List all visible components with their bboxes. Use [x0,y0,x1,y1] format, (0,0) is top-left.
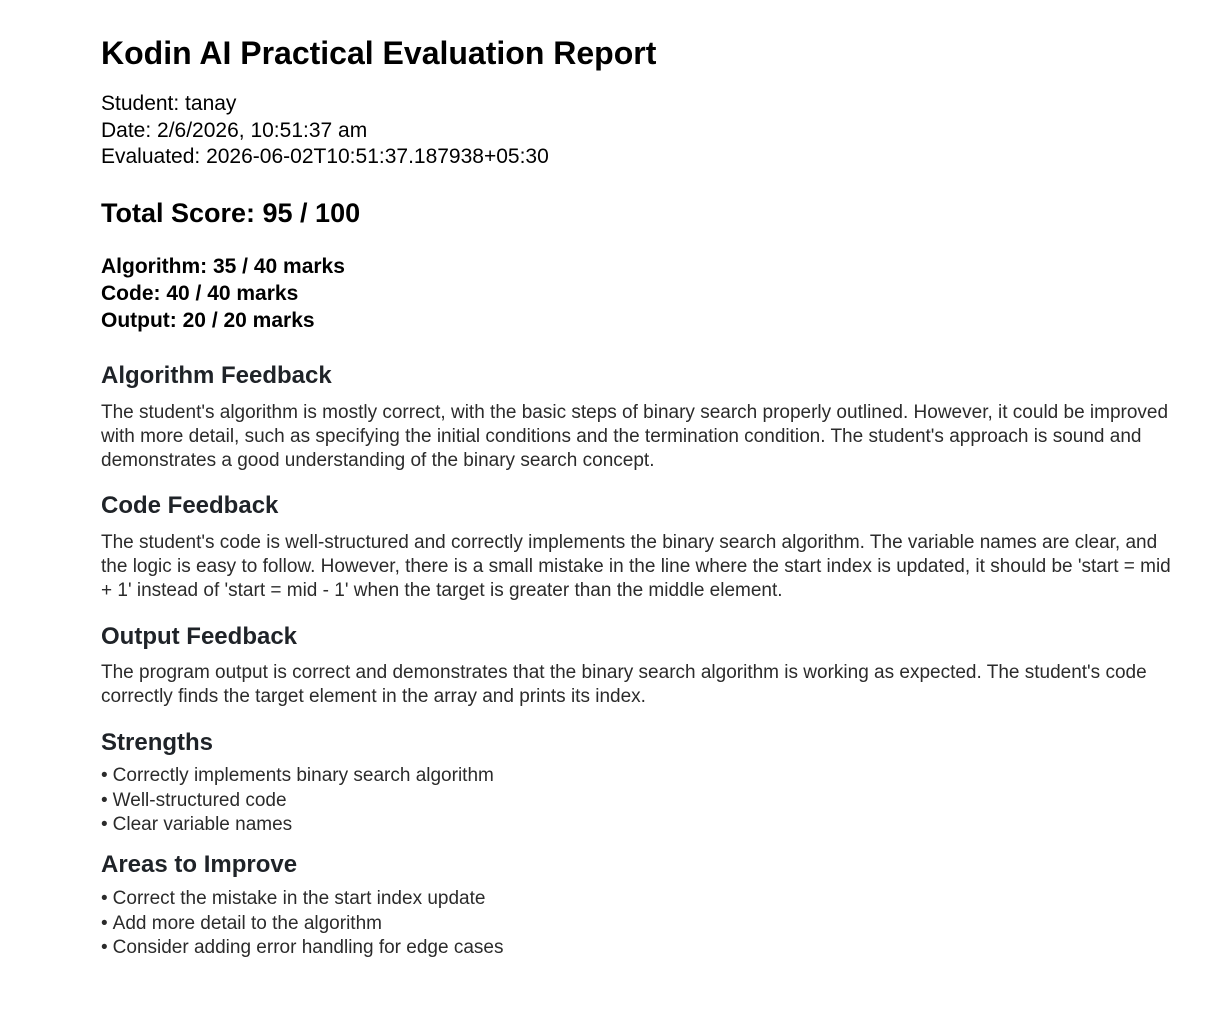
student-name: Student: tanay [101,92,237,115]
report-date: Date: 2/6/2026, 10:51:37 am [101,118,368,142]
list-item [101,813,494,838]
areas-to-improve-list [101,887,503,961]
bullet-icon: • [101,937,108,958]
list-item [101,887,503,912]
list-item [101,912,503,937]
score-breakdown [101,253,345,334]
strengths-heading: Strengths [101,729,214,756]
report-meta [101,91,549,171]
bullet-icon: • [101,765,108,786]
output-feedback-heading: Output Feedback [101,623,298,650]
list-item-text: Clear variable names [112,814,293,835]
code-feedback-text: The student's code is well-structured and correctly implements the binary search algorithm. The variable names are clear, and the logic is easy to follow. However, there is a small mistake in the line where the start index is updated, it should be 'start = mid + 1' instead of 'start = mid - 1' when the target is greater than the middle element. [101,532,1171,601]
areas-to-improve-heading: Areas to Improve [101,851,298,878]
list-item [101,764,494,789]
bullet-icon: • [101,912,108,934]
list-item-text: Correctly implements binary search algorithm [112,765,494,786]
list-item-text: Add more detail to the algorithm [112,912,382,934]
list-item-text: Well-structured code [112,789,287,811]
algorithm-feedback-text: The student's algorithm is mostly correct, with the basic steps of binary search properly outlined. However, it could be improved with more detail, such as specifying the initial conditions and the termination condition. The student's approach is sound and demonstrates a good understanding of the binary search concept. [101,402,1169,471]
algorithm-score: Algorithm: 35 / 40 marks [101,255,345,278]
evaluated-timestamp: Evaluated: 2026-06-02T10:51:37.187938+05:30 [101,145,549,168]
code-feedback-heading: Code Feedback [101,492,279,519]
output-feedback-text: The program output is correct and demonstrates that the binary search algorithm is working as expected. The student's code correctly finds the target element in the array and prints its index. [101,662,1147,707]
list-item [101,789,494,814]
list-item-text: Correct the mistake in the start index update [112,888,486,909]
list-item [101,936,503,961]
total-score: Total Score: 95 / 100 [101,198,361,228]
strengths-list [101,764,494,838]
bullet-icon: • [101,814,108,835]
report-title: Kodin AI Practical Evaluation Report [101,35,657,71]
output-score: Output: 20 / 20 marks [101,309,315,332]
bullet-icon: • [101,789,108,811]
algorithm-feedback-heading: Algorithm Feedback [101,362,332,389]
code-score: Code: 40 / 40 marks [101,282,299,305]
list-item-text: Consider adding error handling for edge cases [112,937,504,958]
bullet-icon: • [101,888,108,909]
